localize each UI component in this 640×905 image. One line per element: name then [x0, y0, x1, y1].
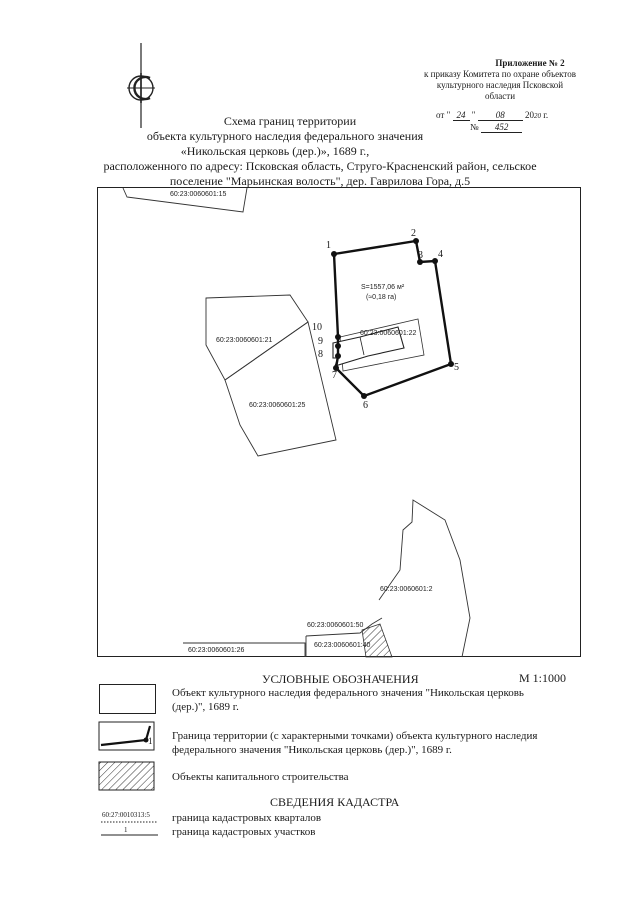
legend-line: федерального значения "Никольская церковь (дер.)", 1689 г.	[172, 744, 452, 756]
legend-line: Граница территории (с характерными точками) объекта культурного наследия	[172, 730, 538, 742]
territory-boundary	[334, 241, 451, 396]
point-label: 2	[411, 228, 416, 239]
parcel-label: 60:23:0060601:50	[307, 622, 364, 629]
point-label: 7	[332, 370, 337, 381]
legend-line: Объект культурного наследия федерального значения "Никольская церковь	[172, 687, 524, 699]
title-line: Схема границ территории	[223, 114, 357, 128]
legend-line: (дер.)", 1689 г.	[172, 701, 239, 713]
area-value: S=1557,06 м²	[361, 284, 405, 291]
title-line: расположенного по адресу: Псковская область, Струго-Красненский район, сельское	[103, 159, 537, 173]
date-month: 08	[478, 110, 523, 121]
date-year: 20	[524, 110, 534, 120]
parcel-label: 60:23:0060601:26	[188, 647, 245, 654]
date-prefix: от "	[436, 110, 451, 120]
parcel-label: 60:23:0060601:15	[170, 191, 227, 198]
point-label: 10	[312, 322, 322, 333]
appendix-line: Приложение № 2	[495, 58, 565, 68]
legend-title: УСЛОВНЫЕ ОБОЗНАЧЕНИЯ	[262, 672, 419, 686]
parcel-label: 60:23:0060601:2	[380, 586, 433, 593]
parcel-label: 60:23:0060601:21	[216, 337, 273, 344]
point-label: 4	[438, 249, 443, 260]
cadastre-parcel-sample: 1	[124, 826, 128, 834]
cadastre-quarter-sample: 60:27:0010313:5	[102, 811, 150, 819]
point-label: 3	[418, 250, 423, 261]
parcel-boundary-2	[379, 500, 470, 657]
title-line: объекта культурного наследия федерального значения	[146, 129, 424, 143]
date-suffix: г.	[543, 110, 549, 120]
number-hand: 452	[481, 122, 523, 133]
boundary-points	[331, 238, 454, 399]
legend-swatch-capital-construction	[99, 762, 154, 790]
date-year-hand: 20	[533, 112, 541, 120]
point-label: 8	[318, 349, 323, 360]
number-prefix: №	[470, 122, 479, 132]
title-line: поселение "Марьинская волость", дер. Гаврилова Гора, д.5	[169, 174, 471, 188]
point-label: 5	[454, 362, 459, 373]
point-label: 9	[318, 336, 323, 347]
legend-point-number: 1	[148, 736, 153, 746]
appendix-line: к приказу Комитета по охране объектов	[424, 69, 576, 79]
legend-swatch-heritage-object	[99, 684, 156, 714]
appendix-line: области	[484, 91, 516, 101]
appendix-line: культурного наследия Псковской	[436, 80, 564, 90]
cadastre-title: СВЕДЕНИЯ КАДАСТРА	[270, 795, 400, 809]
legend-item-capital-construction: Объекты капитального строительства	[172, 771, 349, 783]
scale-label: М 1:1000	[519, 671, 567, 685]
point-label: 1	[326, 240, 331, 251]
area-hectares: (≈0,18 га)	[366, 294, 397, 301]
cadastre-parcel-label: граница кадастровых участков	[172, 826, 316, 838]
parcel-label: 60:23:0060601:40	[314, 642, 371, 649]
title-line: «Никольская церковь (дер.)», 1689 г.,	[180, 144, 370, 158]
parcel-label: 60:23:0060601:22	[360, 330, 417, 337]
cadastre-quarter-label: граница кадастровых кварталов	[172, 812, 322, 824]
legend-item-heritage-object	[172, 686, 592, 714]
date-day: 24	[453, 110, 470, 121]
date-mid: "	[471, 110, 476, 120]
parcel-label: 60:23:0060601:25	[249, 402, 306, 409]
point-label: 6	[363, 400, 368, 411]
capital-construction-hatch	[362, 624, 392, 657]
legend-item-territory-boundary	[172, 729, 592, 757]
